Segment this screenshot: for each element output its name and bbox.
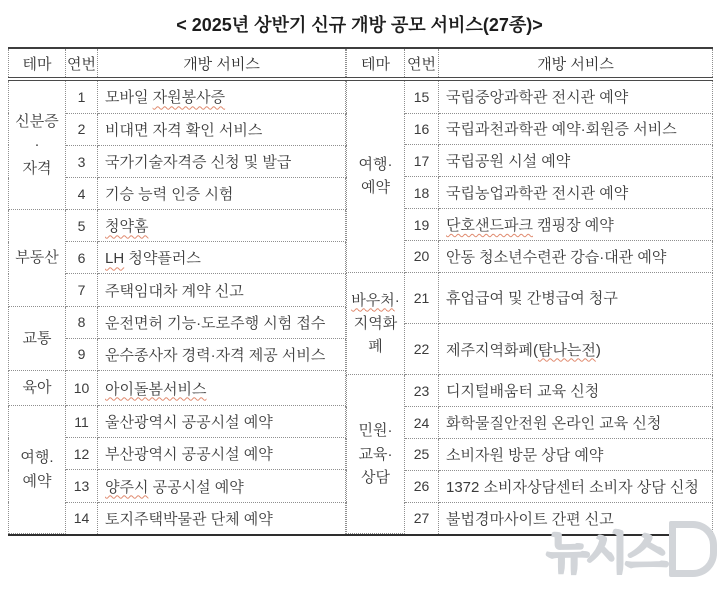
service-cell: 휴업급여 및 간병급여 청구 (439, 272, 713, 323)
service-cell: 주택임대차 계약 신고 (98, 274, 346, 306)
spellcheck-underline: LH (105, 250, 125, 268)
table-row (347, 272, 713, 323)
spellcheck-underline: 아이돌봄서비스 (105, 380, 207, 398)
table-row (9, 306, 346, 338)
theme-line: 여행. (20, 449, 54, 467)
theme-line: 교통 (22, 329, 52, 347)
service-cell: 안동 청소년수련관 강습·대관 예약 (439, 240, 713, 272)
theme-line: 부동산 (15, 249, 59, 267)
row-number: 19 (405, 209, 439, 241)
row-number: 12 (66, 438, 98, 470)
service-cell: 국립과천과학관 예약·회원증 서비스 (439, 113, 713, 145)
row-number: 8 (66, 306, 98, 338)
spellcheck-underline: 자원봉사증 (152, 89, 226, 107)
row-number: 25 (405, 439, 439, 471)
services-table-right (346, 47, 713, 534)
row-number: 27 (405, 502, 439, 533)
header-service: 개방 서비스 (98, 48, 346, 79)
theme-cell (9, 306, 66, 370)
spellcheck-underline: 바우처 (351, 291, 395, 309)
service-cell: 제주지역화폐(탐나는전) (439, 324, 713, 375)
row-number: 7 (66, 274, 98, 306)
spellcheck-underline: 탐나는전 (537, 341, 596, 359)
service-cell: 단호샌드파크 캠핑장 예약 (439, 209, 713, 241)
service-cell: 모바일 자원봉사증 (98, 79, 346, 113)
theme-line: 예약 (361, 179, 390, 197)
page-title: < 2025년 상반기 신규 개방 공모 서비스(27종)> (176, 15, 543, 35)
service-cell: 운수종사자 경력·자격 제공 서비스 (98, 338, 346, 370)
service-cell: 기승 능력 인증 시험 (98, 178, 346, 210)
services-table-left (8, 47, 346, 534)
row-number: 6 (66, 242, 98, 274)
row-number: 21 (405, 272, 439, 323)
service-cell (98, 210, 346, 242)
row-number: 17 (405, 145, 439, 177)
service-cell: 소비자원 방문 상담 예약 (439, 439, 713, 471)
service-cell: LH 청약플러스 (98, 242, 346, 274)
row-number: 18 (405, 177, 439, 209)
row-number: 2 (66, 113, 98, 145)
spellcheck-underline: 청약홈 (105, 218, 149, 236)
row-number: 14 (66, 502, 98, 533)
theme-line: 자격 (22, 159, 52, 177)
service-cell (98, 370, 346, 405)
theme-cell (9, 370, 66, 405)
header-service: 개방 서비스 (439, 48, 713, 79)
theme-line: 육아 (22, 379, 52, 397)
spellcheck-underline: 양주시 (105, 478, 149, 496)
row-number: 22 (405, 324, 439, 375)
service-cell: 비대면 자격 확인 서비스 (98, 113, 346, 145)
theme-cell (9, 406, 66, 534)
service-cell: 국립중앙과학관 전시관 예약 (439, 79, 713, 113)
table-row (9, 79, 346, 113)
spellcheck-underline: 단호샌드파크 (446, 217, 533, 235)
theme-cell (347, 375, 405, 534)
row-number: 20 (405, 240, 439, 272)
row-number: 3 (66, 145, 98, 177)
theme-line: · (34, 136, 40, 154)
service-cell: 양주시 공공시설 예약 (98, 470, 346, 502)
theme-line: 여행· (358, 156, 393, 174)
theme-cell (347, 272, 405, 374)
table-row (9, 370, 346, 405)
header-num: 연번 (66, 48, 98, 79)
service-cell: 화학물질안전원 온라인 교육 신청 (439, 407, 713, 439)
theme-cell (347, 79, 405, 272)
newsis-watermark-text: 뉴시스 (546, 529, 665, 578)
theme-line: 바우처· (351, 291, 400, 309)
header-row (9, 48, 346, 79)
row-number: 4 (66, 178, 98, 210)
theme-line: 교육· (358, 445, 393, 463)
service-cell: 운전면허 기능·도로주행 시험 접수 (98, 306, 346, 338)
row-number: 13 (66, 470, 98, 502)
row-number: 5 (66, 210, 98, 242)
table-row (347, 375, 713, 407)
theme-line: 상담 (361, 468, 390, 486)
service-cell: 1372 소비자상담센터 소비자 상담 신청 (439, 470, 713, 502)
theme-line: 예약 (22, 472, 52, 490)
service-cell: 국립농업과학관 전시관 예약 (439, 177, 713, 209)
row-number: 23 (405, 375, 439, 407)
row-number: 9 (66, 338, 98, 370)
table-row (9, 406, 346, 438)
row-number: 10 (66, 370, 98, 405)
row-number: 26 (405, 470, 439, 502)
theme-cell (9, 210, 66, 306)
theme-cell (9, 79, 66, 210)
row-number: 11 (66, 406, 98, 438)
service-cell: 국립공원 시설 예약 (439, 145, 713, 177)
theme-line: 지역화폐 (353, 314, 398, 356)
row-number: 1 (66, 79, 98, 113)
service-cell: 불법경마사이트 간편 신고 (439, 502, 713, 533)
row-number: 16 (405, 113, 439, 145)
service-cell: 부산광역시 공공시설 예약 (98, 438, 346, 470)
row-number: 24 (405, 407, 439, 439)
service-cell: 울산광역시 공공시설 예약 (98, 406, 346, 438)
table-row (347, 79, 713, 113)
row-number: 15 (405, 79, 439, 113)
theme-line: 민원· (358, 422, 393, 440)
service-cell: 국가기술자격증 신청 및 발급 (98, 145, 346, 177)
header-num: 연번 (405, 48, 439, 79)
header-theme: 테마 (9, 48, 66, 79)
header-row (347, 48, 713, 79)
service-cell: 토지주택박물관 단체 예약 (98, 502, 346, 533)
header-theme: 테마 (347, 48, 405, 79)
services-table (8, 47, 711, 536)
service-cell: 디지털배움터 교육 신청 (439, 375, 713, 407)
table-row (9, 210, 346, 242)
theme-line: 신분증 (15, 113, 59, 131)
